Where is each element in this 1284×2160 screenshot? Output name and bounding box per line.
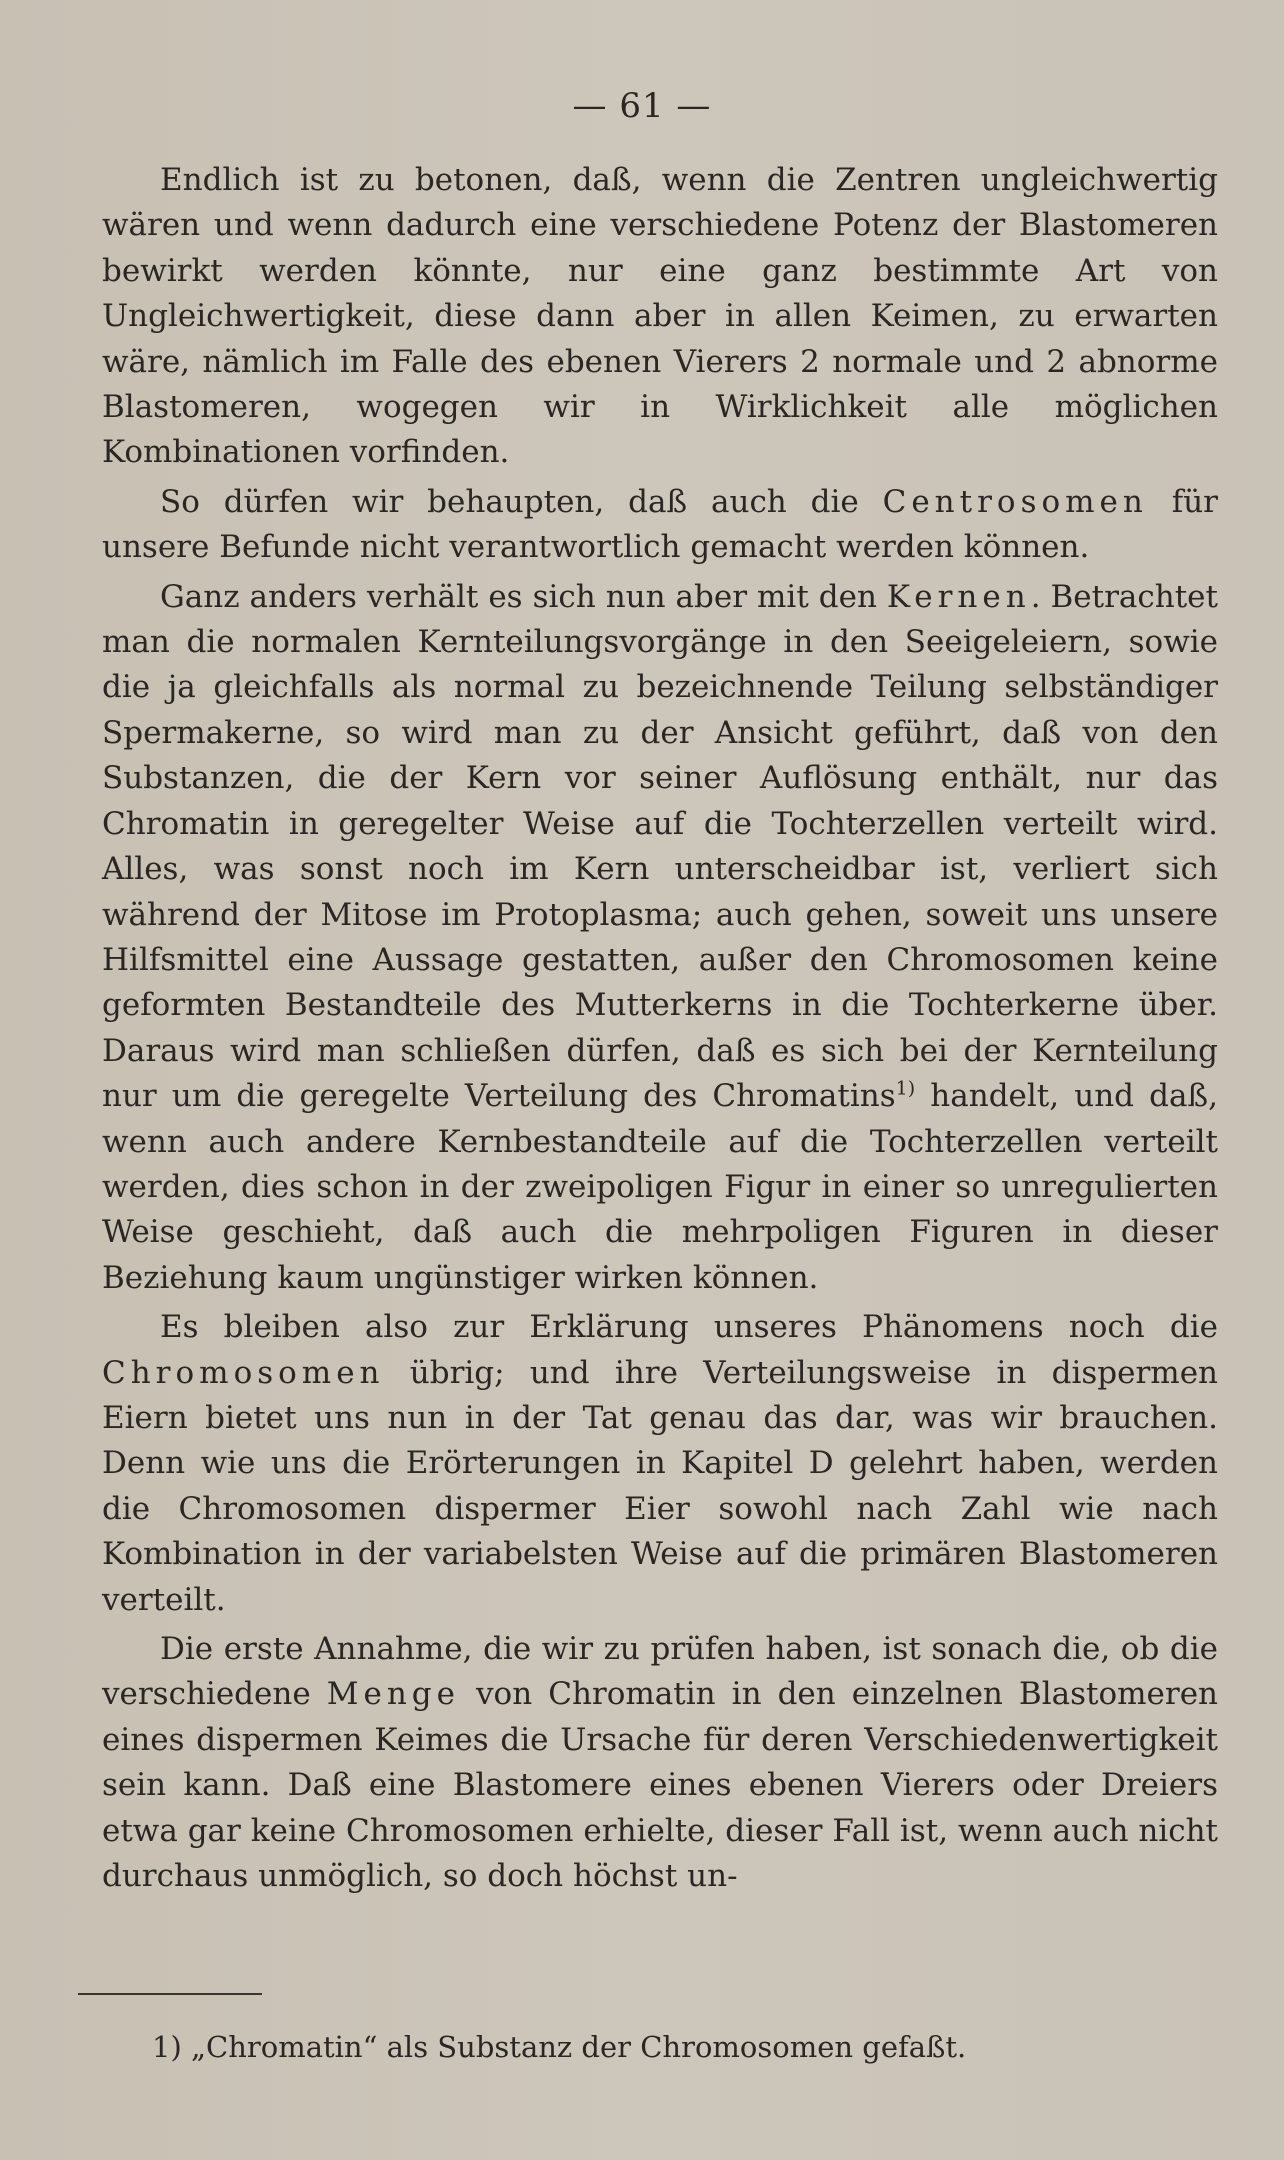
- paragraph-5-text-before: Die erste Annahme, die wir zu prüfen haben, ist sonach die, ob die verschiedene: [102, 1631, 1218, 1713]
- footnote-divider: [78, 1993, 262, 1995]
- paragraph-2-text-before: So dürfen wir behaupten, daß auch die: [160, 483, 883, 520]
- paragraph-4-text-after: übrig; und ihre Verteilungsweise in dispermen Eiern bietet uns nun in der Tat genau das dar, was wir brauchen. Denn wie uns die Erörterungen in Kapitel D gelehrt haben, werden die Chromosomen dispermer Eier sowohl nach Zahl wie nach Kombination in der variabelsten Weise auf die primären Blastomeren verteilt.: [102, 1354, 1218, 1618]
- page-number: — 61 —: [572, 86, 712, 126]
- paragraph-5: [102, 1627, 1218, 1899]
- emphasized-term-chromosomen: Chromosomen: [102, 1354, 385, 1391]
- emphasized-term-kernen: Kernen: [886, 578, 1031, 615]
- paragraph-5-text-after: von Chromatin in den einzelnen Blastomeren eines dispermen Keimes die Ursache für deren Verschiedenwertigkeit sein kann. Daß eine Blastomere eines ebenen Vierers oder Dreiers etwa gar keine Chromosomen erhielte, dieser Fall ist, wenn auch nicht durchaus unmöglich, so doch höchst un-: [102, 1676, 1219, 1895]
- emphasized-term-centrosomen: Centrosomen: [882, 483, 1148, 520]
- body-text: [102, 158, 1218, 1899]
- emphasized-term-menge: Menge: [326, 1676, 460, 1713]
- paragraph-3-text-end: handelt, und daß, wenn auch andere Kernbestandteile auf die Tochterzellen verteilt werden, dies schon in der zweipoligen Figur in einer so unregulierten Weise geschieht, daß auch die mehrpoligen Figuren in dieser Beziehung kaum ungünstiger wirken können.: [102, 1078, 1218, 1296]
- paragraph-3-text-middle: . Betrachtet man die normalen Kernteilungsvorgänge in den Seeigeleiern, sowie die ja gleichfalls als normal zu bezeichnende Teilung selbständiger Spermakerne, so wird man zu der Ansicht geführt, daß von den Substanzen, die der Kern vor seiner Auflösung enthält, nur das Chromatin in geregelter Weise auf die Tochterzellen verteilt wird. Alles, was sonst noch im Kern unterscheidbar ist, verliert sich während der Mitose im Protoplasma; auch gehen, soweit uns unsere Hilfsmittel eine Aussage gestatten, außer den Chromosomen keine geformten Bestandteile des Mutterkerns in die Tochterkerne über. Daraus wird man schließen dürfen, daß es sich bei der Kernteilung nur um die geregelte Verteilung des Chromatins: [102, 578, 1218, 1115]
- footnote: 1) „Chromatin“ als Substanz der Chromosomen gefaßt.: [152, 2030, 967, 2064]
- paragraph-2-text-after: für unsere Befunde nicht verantwortlich gemacht werden können.: [102, 483, 1218, 566]
- paragraph-1: [102, 158, 1218, 476]
- footnote-reference: 1): [895, 1077, 916, 1100]
- paragraph-3: [102, 575, 1218, 1302]
- paragraph-2: [102, 480, 1218, 571]
- paragraph-1-text: Endlich ist zu betonen, daß, wenn die Zentren ungleichwertig wären und wenn dadurch eine verschiedene Potenz der Blastomeren bewirkt werden könnte, nur eine ganz bestimmte Art von Ungleichwertigkeit, diese dann aber in allen Keimen, zu erwarten wäre, nämlich im Falle des ebenen Vierers 2 normale und 2 abnorme Blastomeren, wogegen wir in Wirklichkeit alle möglichen Kombinationen vorfinden.: [102, 162, 1218, 471]
- paragraph-3-text-before: Ganz anders verhält es sich nun aber mit den: [160, 578, 887, 615]
- paragraph-4-text-before: Es bleiben also zur Erklärung unseres Phänomens noch die: [160, 1309, 1218, 1346]
- paragraph-4: [102, 1305, 1218, 1623]
